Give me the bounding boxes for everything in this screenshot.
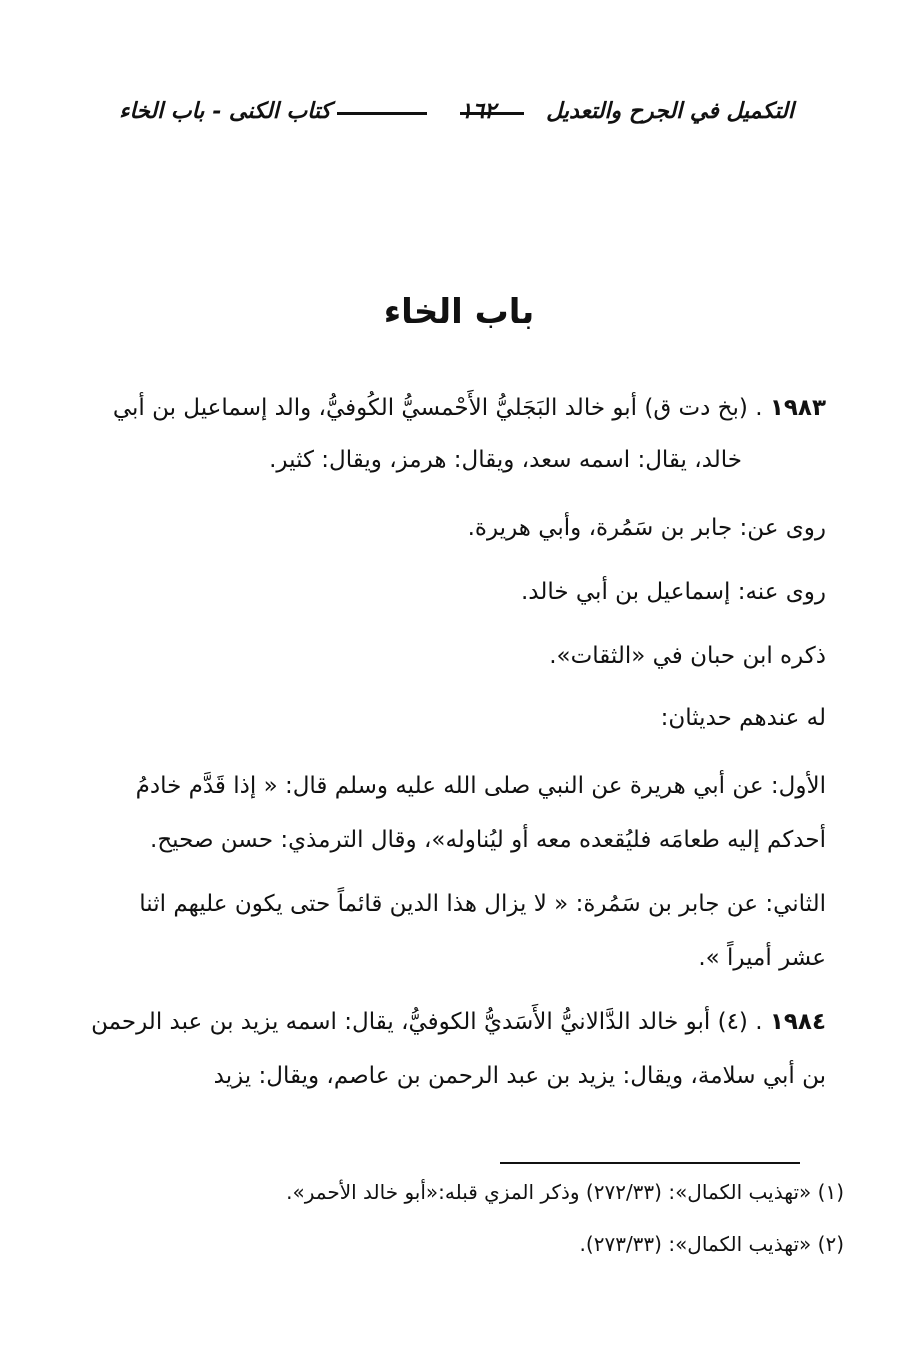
footnote-separator [500, 1162, 800, 1164]
entry-1984-line-1: ١٩٨٤ . (٤) أبو خالد الدَّالانيُّ الأَسَديُّ الكوفيُّ، يقال: اسمه يزيد بن عبد الرحمن [91, 1009, 826, 1035]
running-header [119, 92, 794, 136]
entry-1984-line-2: بن أبي سلامة، ويقال: يزيد بن عبد الرحمن بن عاصم، ويقال: يزيد [213, 1063, 826, 1089]
entry-text: (بخ دت ق) أبو خالد البَجَليُّ الأَحْمسيُّ الكُوفيُّ، والد إسماعيل بن أبي [112, 395, 748, 421]
chapter-title: باب الخاء [383, 292, 535, 332]
hadith-2-line-1: الثاني: عن جابر بن سَمُرة: « لا يزال هذا الدين قائماً حتى يكون عليهم اثنا [139, 891, 826, 917]
mentioned-by: ذكره ابن حبان في «الثقات». [549, 643, 826, 669]
header-section: كتاب الكنى - باب الخاء [119, 98, 331, 124]
narrated-from: روى عن: جابر بن سَمُرة، وأبي هريرة. [467, 515, 826, 541]
hadith-2-line-2: عشر أميراً ». [698, 945, 826, 971]
entry-1983-line-1: ١٩٨٣ . (بخ دت ق) أبو خالد البَجَليُّ الأَحْمسيُّ الكُوفيُّ، والد إسماعيل بن أبي [112, 395, 826, 421]
header-dash [337, 112, 427, 115]
hadith-count: له عندهم حديثان: [660, 705, 826, 731]
entry-1983-line-2: خالد، يقال: اسمه سعد، ويقال: هرمز، ويقال: كثير. [269, 447, 742, 473]
entry-text: (٤) أبو خالد الدَّالانيُّ الأَسَديُّ الكوفيُّ، يقال: اسمه يزيد بن عبد الرحمن [91, 1009, 748, 1035]
header-book-title: التكميل في الجرح والتعديل [546, 98, 794, 124]
hadith-1-line-2: أحدكم إليه طعامَه فليُقعده معه أو ليُناوله»، وقال الترمذي: حسن صحيح. [150, 827, 826, 853]
footnote-2: (٢) «تهذيب الكمال»: (٢٧٣/٣٣). [579, 1232, 844, 1256]
header-page-number: ١٦٢ [460, 98, 496, 124]
footnote-1: (١) «تهذيب الكمال»: (٢٧٢/٣٣) وذكر المزي قبله:«أبو خالد الأحمر». [286, 1180, 844, 1204]
entry-number: ١٩٨٣ [769, 395, 826, 421]
narrated-by: روى عنه: إسماعيل بن أبي خالد. [520, 579, 826, 605]
hadith-1-line-1: الأول: عن أبي هريرة عن النبي صلى الله عليه وسلم قال: « إذا قَدَّم خادمُ [135, 773, 826, 799]
entry-number: ١٩٨٤ [769, 1009, 826, 1035]
